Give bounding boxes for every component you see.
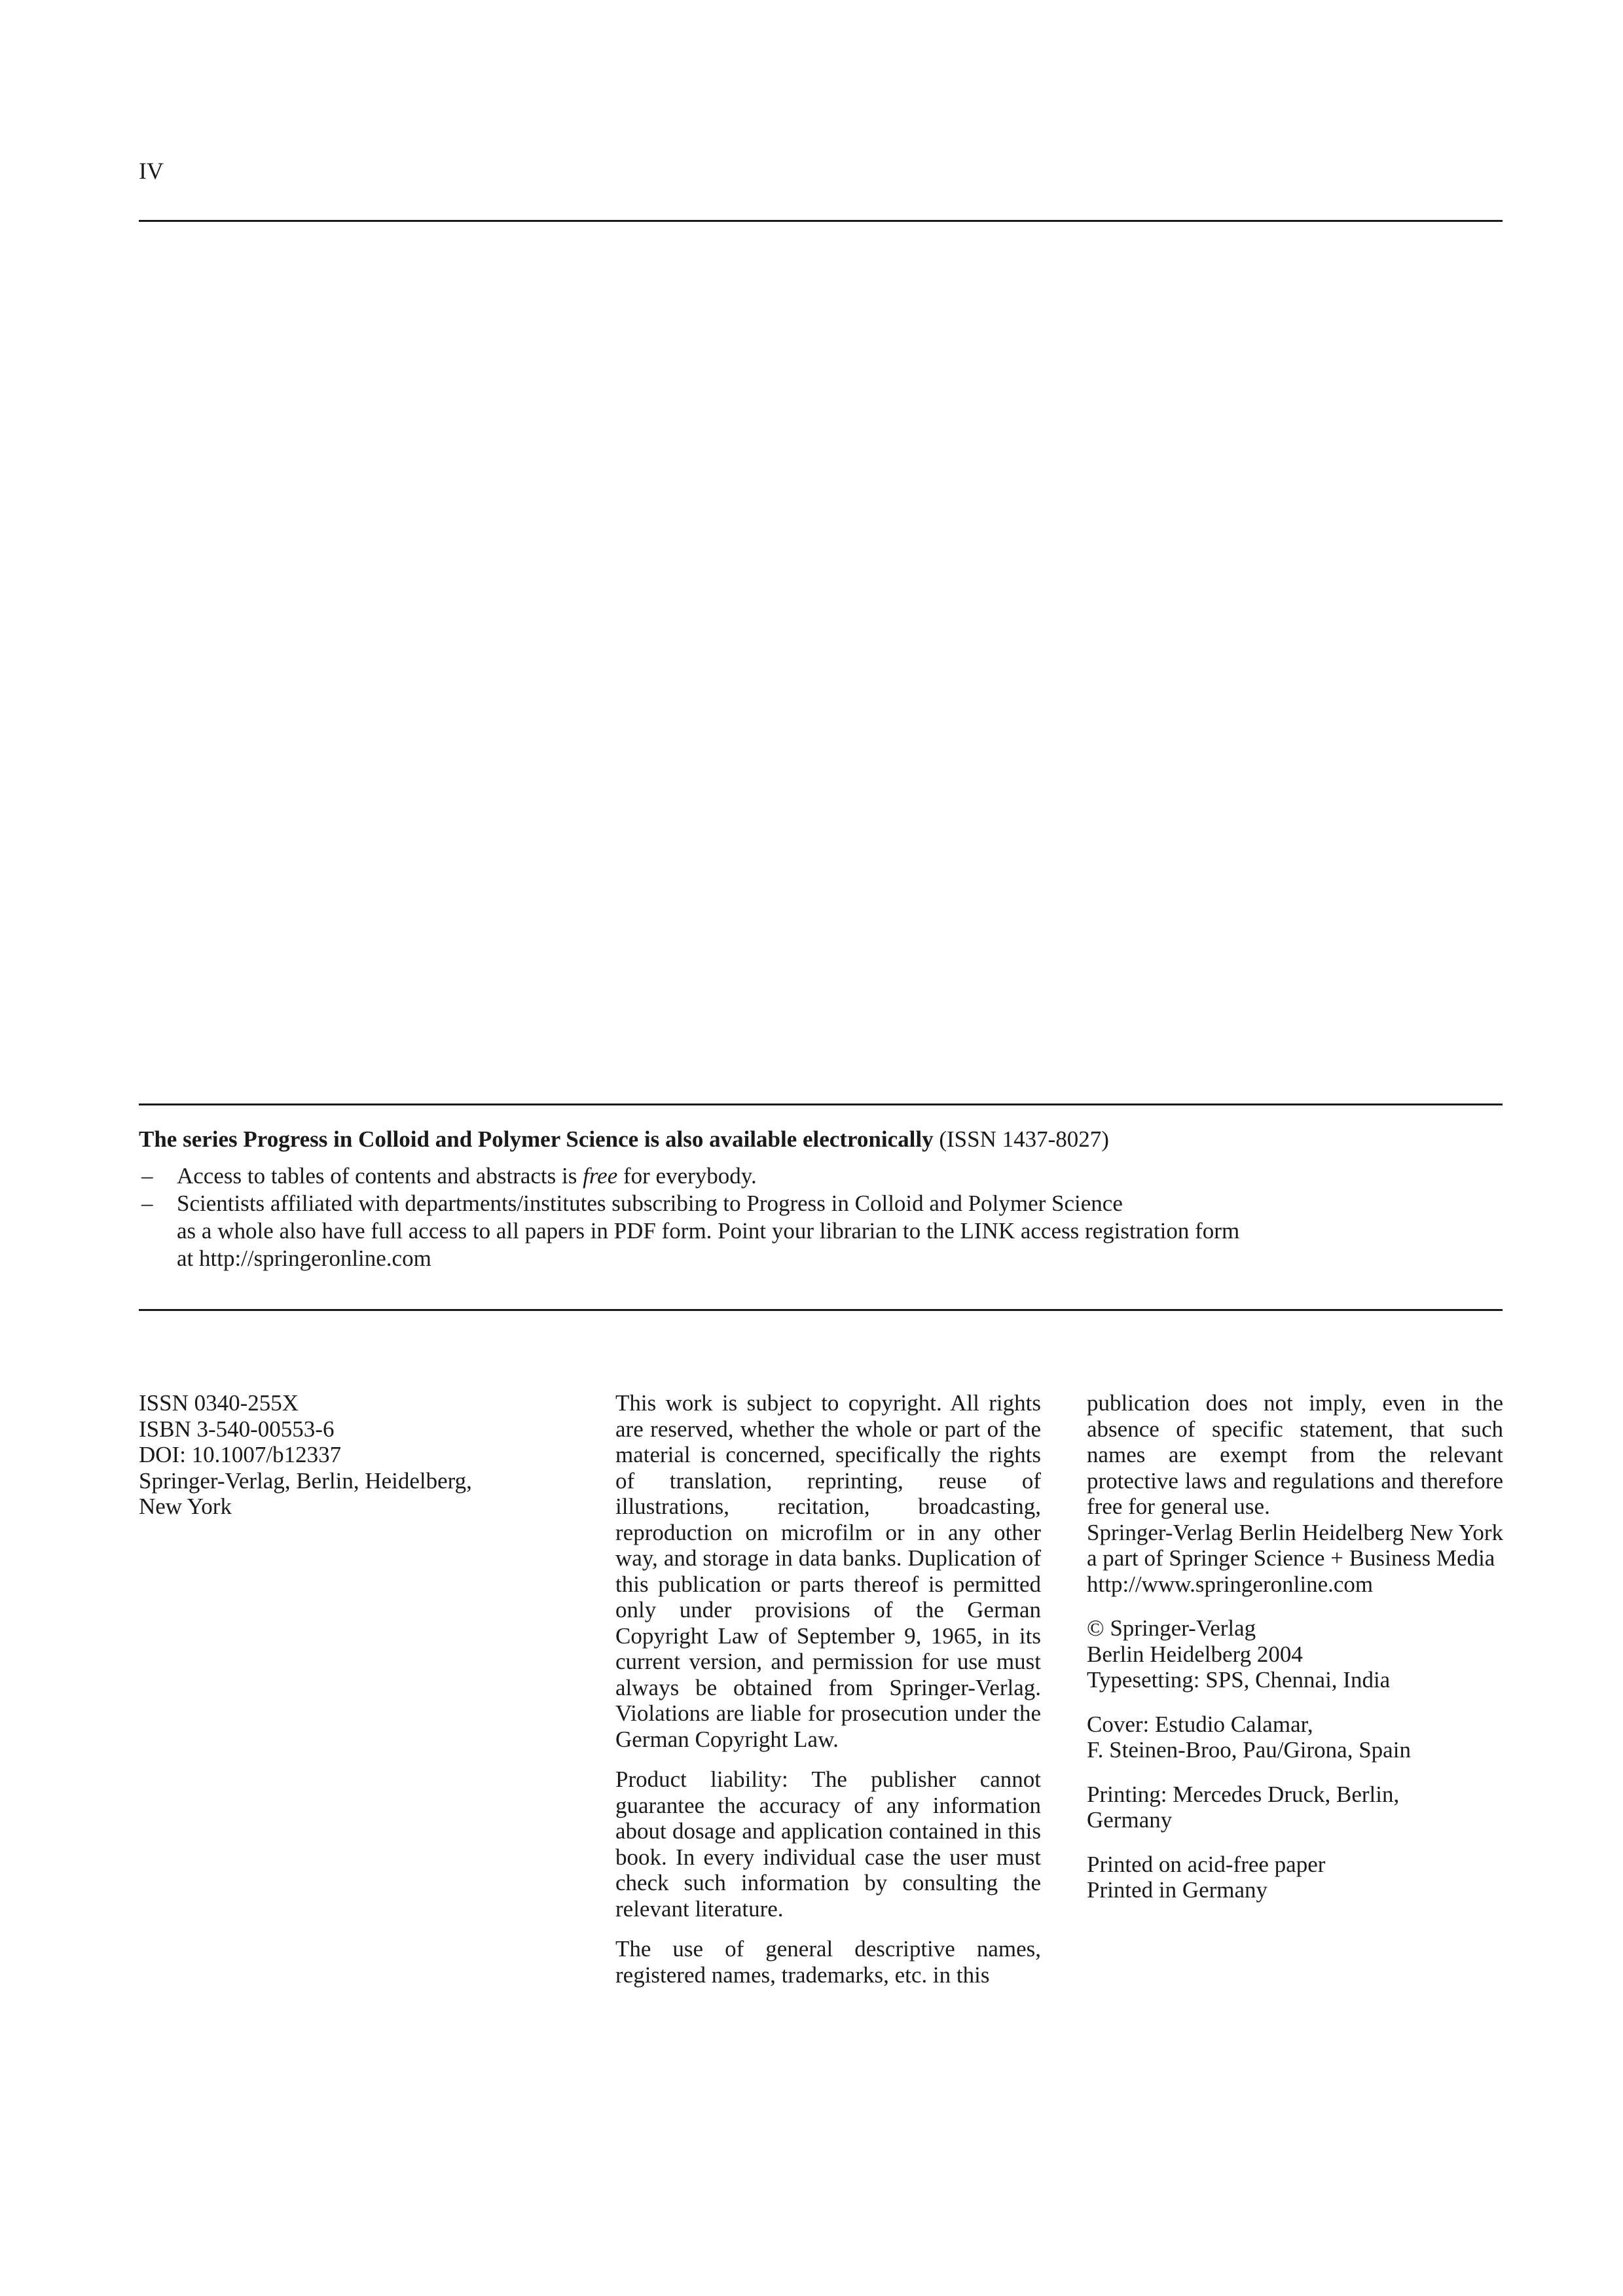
list-item [139,1162,1503,1190]
bullet1-text-before: Access to tables of contents and abstracts is [177,1163,583,1189]
right-column-imprint [1087,1390,1503,1903]
bullet1-text-after: for everybody. [617,1163,757,1189]
bullet2-line1: Scientists affiliated with departments/institutes subscribing to Progress in Colloid and Polymer Science [177,1191,1123,1216]
cover-line1: Cover: Estudio Calamar, [1087,1711,1313,1737]
left-column-identifiers [139,1390,505,1520]
bullet2-line3: at http://springeronline.com [177,1246,431,1271]
descriptive-names-paragraph: The use of general descriptive names, registered names, trademarks, etc. in this [615,1936,1041,1988]
issn-line: ISSN 0340-255X [139,1390,299,1416]
paper-line2: Printed in Germany [1087,1877,1268,1903]
list-item [139,1190,1503,1272]
isbn-line: ISBN 3-540-00553-6 [139,1416,335,1442]
cover-credit [1087,1712,1503,1763]
copyright-line2: Berlin Heidelberg 2004 [1087,1641,1303,1667]
bullet-dash: – [141,1163,153,1189]
header-rule [139,220,1503,222]
copyright-paragraph: This work is subject to copyright. All rights are reserved, whether the whole or part of the material is concerned, specifically the rights of translation, reprinting, reuse of illustrations, recitation, broadcasting, reproduction on microfilm or in any other way, and storage in data banks. Duplication of this publication or parts thereof is permitted only under provisions of the German Copyright Law of September 9, 1965, in its current version, and permission for use must always be obtained from Springer-Verlag. Violations are liable for prosecution under the German Copyright Law. [615,1390,1041,1752]
doi-line: DOI: 10.1007/b12337 [139,1442,342,1467]
website-url: http://www.springeronline.com [1087,1571,1374,1597]
springer-note: Springer-Verlag Berlin Heidelberg New York a part of Springer Science + Business Media [1087,1519,1503,1571]
page-number: IV [139,158,164,184]
electronic-section-top-rule [139,1103,1503,1105]
descriptive-names-continued: publication does not imply, even in the absence of specific statement, that such names are exempt from the relevant protective laws and regulations and therefore free for general use. [1087,1390,1503,1519]
printing-line1: Printing: Mercedes Druck, Berlin, [1087,1781,1400,1807]
bullet2-line2: as a whole also have full access to all papers in PDF form. Point your librarian to the LINK access registration form [177,1218,1240,1244]
electronic-availability-notice [139,1126,1503,1272]
printing-line2: Germany [1087,1807,1173,1833]
printing-credit [1087,1782,1503,1833]
electronic-section-bottom-rule [139,1309,1503,1311]
typesetting-credit: Typesetting: SPS, Chennai, India [1087,1667,1391,1693]
copyright-notice [1087,1615,1503,1667]
electronic-heading-bold: The series Progress in Colloid and Polymer Science is also available electronically [139,1126,934,1152]
paper-line1: Printed on acid-free paper [1087,1851,1326,1877]
electronic-bullet-list [139,1162,1503,1272]
copyright-line1: © Springer-Verlag [1087,1615,1256,1641]
publisher-line1: Springer-Verlag, Berlin, Heidelberg, [139,1467,472,1494]
bullet1-text-italic: free [583,1163,618,1189]
middle-column-legal [615,1390,1041,1988]
bullet-dash: – [141,1191,153,1216]
electronic-heading [139,1126,1503,1153]
product-liability-paragraph: Product liability: The publisher cannot guarantee the accuracy of any information about dosage and application contained in this book. In every individual case the user must check such information by consulting the relevant literature. [615,1767,1041,1922]
electronic-heading-issn: (ISSN 1437-8027) [933,1126,1109,1152]
cover-line2: F. Steinen-Broo, Pau/Girona, Spain [1087,1737,1411,1763]
paper-note [1087,1852,1503,1903]
publisher-line2: New York [139,1494,232,1519]
